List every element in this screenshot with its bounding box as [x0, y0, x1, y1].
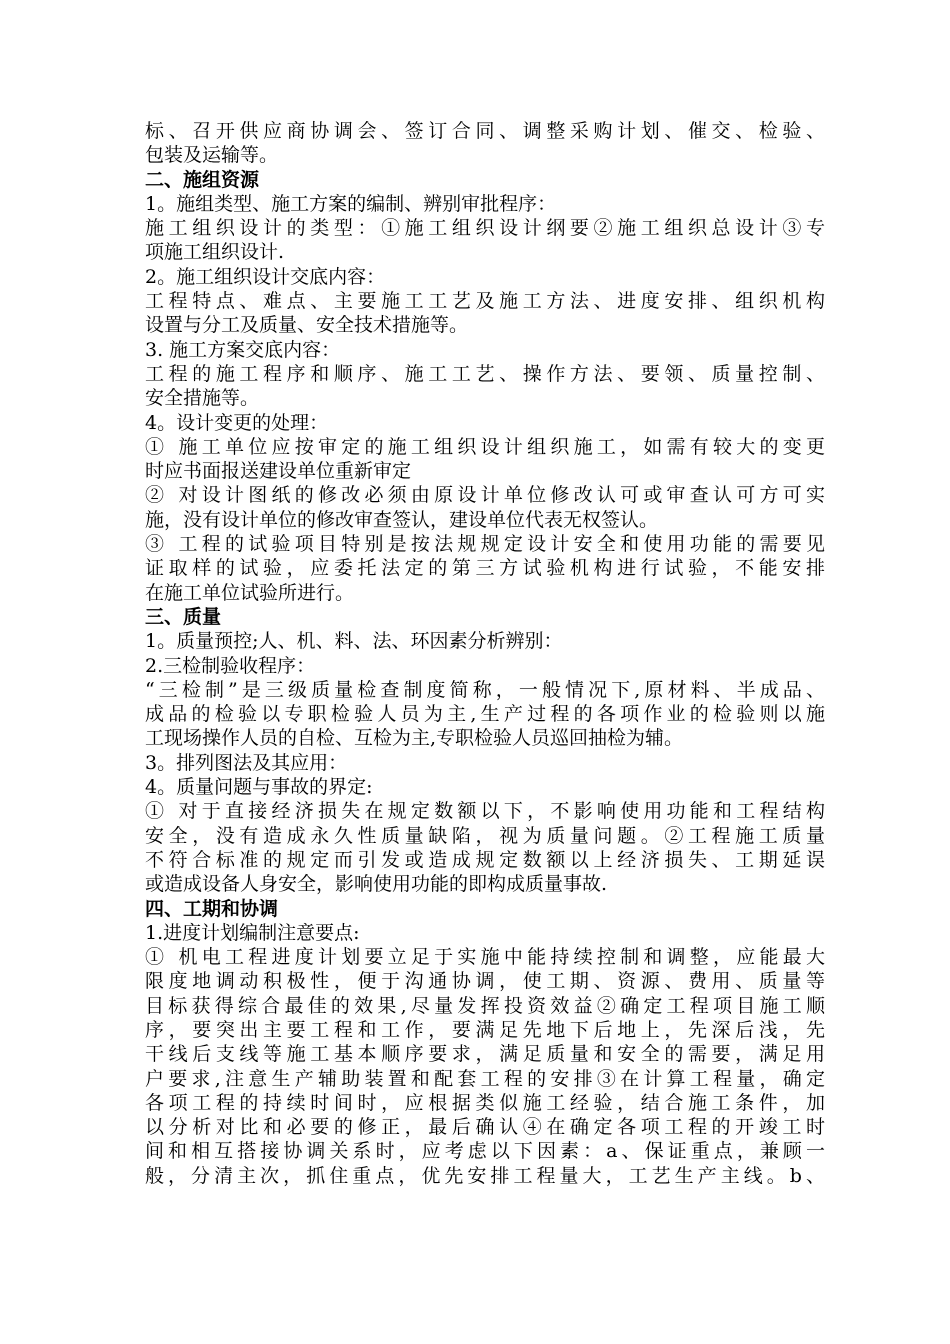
text-line: 时应书面报送建设单位重新审定	[145, 460, 412, 483]
text-line: ① 机电工程进度计划要立足于实施中能持续控制和调整，应能最大	[145, 946, 825, 969]
document-page	[145, 119, 825, 1188]
text-line: 项施工组织设计.	[145, 241, 285, 264]
text-line: 设置与分工及质量、安全技术措施等。	[145, 314, 469, 337]
text-line: “三检制”是三级质量检查制度简称，一般情况下,原材料、半成品、	[145, 678, 825, 701]
text-line: 各项工程的持续时间时，应根据类似施工经验，结合施工条件，加	[145, 1091, 825, 1114]
text-line: 或造成设备人身安全，影响使用功能的即构成质量事故.	[145, 873, 608, 896]
text-line: 干线后支线等施工基本顺序要求，满足质量和安全的需要，满足用	[145, 1043, 825, 1066]
section-heading: 四、工期和协调	[145, 897, 279, 920]
text-line: 不符合标准的规定而引发或造成规定数额以上经济损失、工期延误	[145, 848, 825, 871]
text-line: 成品的检验以专职检验人员为主,生产过程的各项作业的检验则以施	[145, 703, 825, 726]
text-line: ② 对设计图纸的修改必须由原设计单位修改认可或审查认可方可实	[145, 484, 825, 507]
text-line: 1。质量预控;人、机、料、法、环因素分析辨别：	[145, 630, 563, 653]
text-line: 工程特点、难点、主要施工工艺及施工方法、进度安排、组织机构	[145, 290, 825, 313]
text-line: 1.进度计划编制注意要点:	[145, 921, 360, 944]
text-line: 序，要突出主要工程和工作，要满足先地下后地上，先深后浅，先	[145, 1018, 825, 1041]
text-line: 2.三检制验收程序：	[145, 654, 316, 677]
text-line: 4。设计变更的处理：	[145, 411, 329, 434]
text-line: 标、召开供应商协调会、签订合同、调整采购计划、催交、检验、	[145, 120, 825, 142]
text-line: 以分析对比和必要的修正，最后确认④在确定各项工程的开竣工时	[145, 1116, 825, 1139]
text-line: 3. 施工方案交底内容：	[145, 338, 341, 361]
text-line: 4。质量问题与事故的界定:	[145, 776, 373, 799]
text-line: 1。施组类型、施工方案的编制、辨别审批程序：	[145, 192, 557, 215]
text-line: 限度地调动积极性，便于沟通协调，使工期、资源、费用、质量等	[145, 970, 825, 993]
text-line: 间和相互搭接协调关系时，应考虑以下因素：a、保证重点，兼顾一	[145, 1140, 825, 1163]
text-line: 施，没有设计单位的修改审查签认，建设单位代表无权签认。	[145, 508, 659, 531]
text-line: 工现场操作人员的自检、互检为主,专职检验人员巡回抽检为辅。	[145, 727, 684, 750]
section-heading: 二、施组资源	[145, 168, 260, 191]
section-heading: 三、质量	[145, 605, 222, 628]
text-line: 2。施工组织设计交底内容：	[145, 265, 386, 288]
text-line: ① 对于直接经济损失在规定数额以下，不影响使用功能和工程结构	[145, 800, 825, 823]
text-line: ③ 工程的试验项目特别是按法规规定设计安全和使用功能的需要见	[145, 533, 825, 556]
text-line: 在施工单位试验所进行。	[145, 581, 355, 604]
text-line: 包装及运输等。	[145, 144, 279, 167]
text-line: ① 施工单位应按审定的施工组织设计组织施工，如需有较大的变更	[145, 435, 825, 458]
text-line: 般，分清主次，抓住重点，优先安排工程量大，工艺生产主线。b、	[145, 1164, 825, 1187]
text-line: 安全，没有造成永久性质量缺陷，视为质量问题。②工程施工质量	[145, 824, 825, 847]
text-line: 目标获得综合最佳的效果,尽量发挥投资效益②确定工程项目施工顺	[145, 994, 825, 1017]
text-line: 施工组织设计的类型：①施工组织设计纲要②施工组织总设计③专	[145, 217, 825, 240]
text-line: 3。排列图法及其应用：	[145, 751, 348, 774]
text-line: 证取样的试验，应委托法定的第三方试验机构进行试验，不能安排	[145, 557, 825, 580]
text-line: 工程的施工程序和顺序、施工工艺、操作方法、要领、质量控制、	[145, 362, 825, 385]
text-line: 户要求,注意生产辅助装置和配套工程的安排③在计算工程量，确定	[145, 1067, 825, 1090]
text-line: 安全措施等。	[145, 387, 260, 410]
